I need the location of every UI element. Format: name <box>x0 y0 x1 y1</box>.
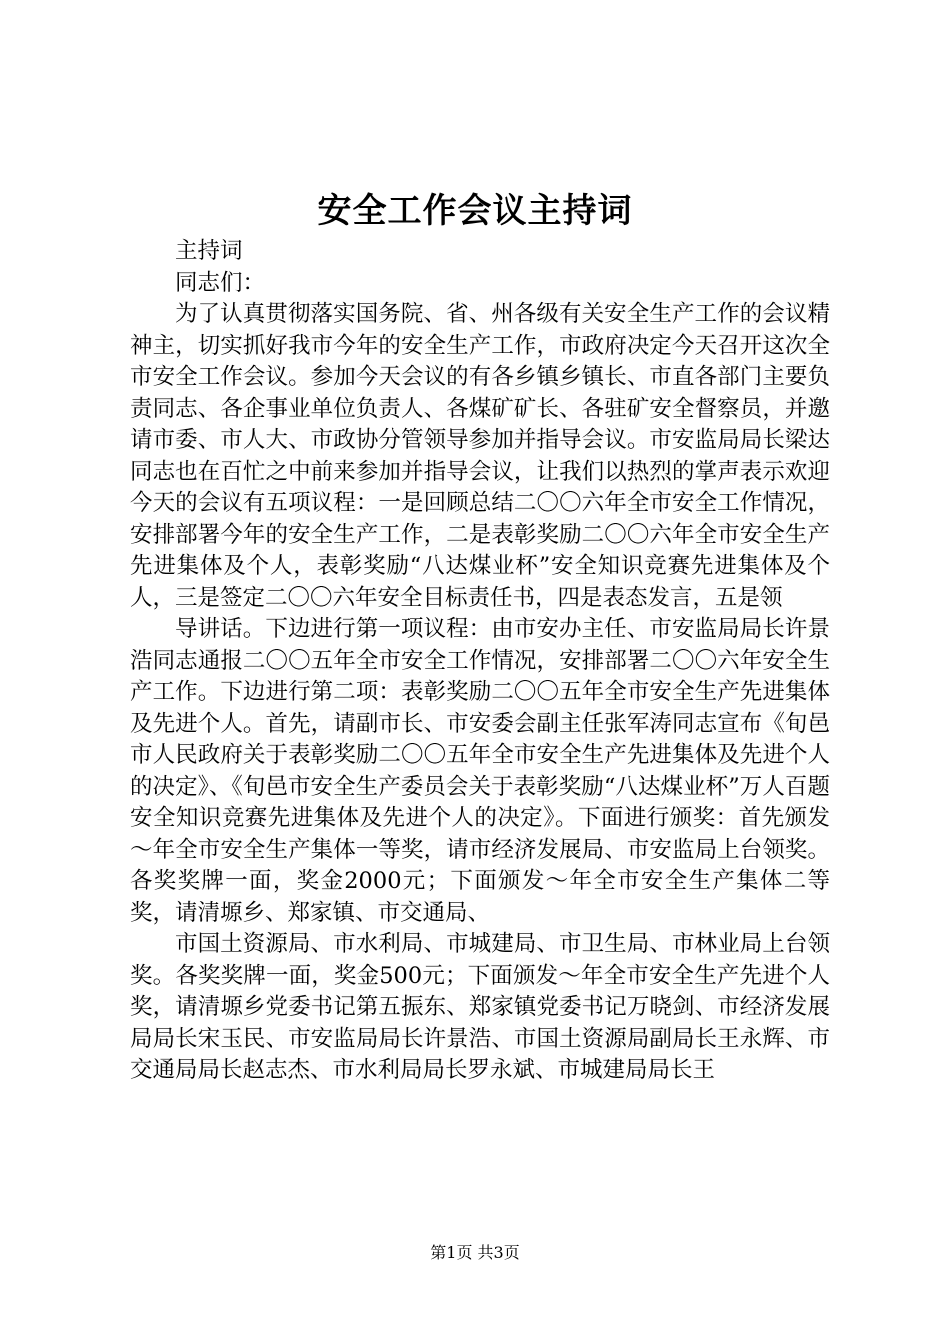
paragraph-intro: 为了认真贯彻落实国务院、省、州各级有关安全生产工作的会议精神主，切实抓好我市今年的安全生产工作，市政府决定今天召开这次全市安全工作会议。参加今天会议的有各乡镇乡镇长、市直各部门主要负责同志、各企事业单位负责人、各煤矿矿长、各驻矿安全督察员，并邀请市委、市人大、市政协分管领导参加并指导会议。市安监局局长梁达同志也在百忙之中前来参加并指导会议，让我们以热烈的掌声表示欢迎今天的会议有五项议程：一是回顾总结二〇〇六年全市安全工作情况，安排部署今年的安全生产工作，二是表彰奖励二〇〇六年全市安全生产先进集体及个人，表彰奖励“八达煤业杯”安全知识竞赛先进集体及个人，三是签定二〇〇六年安全目标责任书，四是表态发言，五是领 <box>130 301 830 611</box>
paragraph-salutation: 同志们： <box>175 269 266 296</box>
paragraph-agenda: 导讲话。下边进行第一项议程：由市安办主任、市安监局局长许景浩同志通报二〇〇五年全市安全工作情况，安排部署二〇〇六年安全生产工作。下边进行第二项：表彰奖励二〇〇五年全市安全生产先进集体及先进个人。首先，请副市长、市安委会副主任张军涛同志宣布《旬邑市人民政府关于表彰奖励二〇〇五年全市安全生产先进集体及先进个人的决定》、《旬邑市安全生产委员会关于表彰奖励“八达煤业杯”万人百题安全知识竞赛先进集体及先进个人的决定》。下面进行颁奖：首先颁发～年全市安全生产集体一等奖，请市经济发展局、市安监局上台领奖。各奖奖牌一面，奖金2000元；下面颁发～年全市安全生产集体二等奖，请清塬乡、郑家镇、市交通局、 <box>130 616 830 926</box>
paragraph-heading: 主持词 <box>175 238 243 264</box>
paragraph-awards: 市国土资源局、市水利局、市城建局、市卫生局、市林业局上台领奖。各奖奖牌一面，奖金500元；下面颁发～年全市安全生产先进个人奖，请清塬乡党委书记第五振东、郑家镇党委书记万晓剑、市经济发展局局长宋玉民、市安监局局长许景浩、市国土资源局副局长王永辉、市交通局局长赵志杰、市水利局局长罗永斌、市城建局局长王 <box>130 931 830 1083</box>
document-title: 安全工作会议主持词 <box>317 191 633 231</box>
page-footer: 第1页 共3页 <box>430 1243 520 1262</box>
document-body <box>130 236 830 1087</box>
